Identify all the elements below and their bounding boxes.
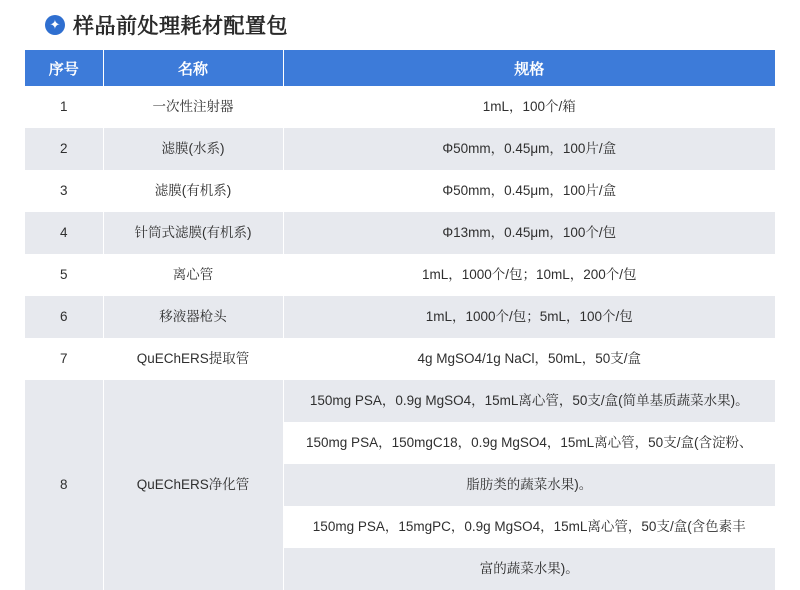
table-row bbox=[25, 254, 775, 296]
table-header bbox=[25, 50, 775, 86]
cell-no: 5 bbox=[25, 254, 103, 296]
table-row bbox=[25, 380, 775, 422]
cell-no: 4 bbox=[25, 212, 103, 254]
consumables-table bbox=[25, 50, 775, 590]
cell-spec: 4g MgSO4/1g NaCl，50mL，50支/盒 bbox=[283, 338, 775, 380]
cell-name: 滤膜(有机系) bbox=[103, 170, 283, 212]
cell-name: 针筒式滤膜(有机系) bbox=[103, 212, 283, 254]
cell-name: QuEChERS提取管 bbox=[103, 338, 283, 380]
cell-no: 2 bbox=[25, 128, 103, 170]
column-header-spec: 规格 bbox=[283, 50, 775, 86]
cell-no: 6 bbox=[25, 296, 103, 338]
cell-spec-line: 150mg PSA，0.9g MgSO4，15mL离心管，50支/盒(简单基质蔬菜水果)。 bbox=[283, 380, 775, 422]
cell-spec: 1mL，1000个/包；10mL，200个/包 bbox=[283, 254, 775, 296]
table-row bbox=[25, 86, 775, 128]
page-title-text: 样品前处理耗材配置包 bbox=[73, 15, 288, 38]
cell-spec: Φ50mm，0.45μm，100片/盒 bbox=[283, 170, 775, 212]
cell-name: QuEChERS净化管 bbox=[103, 380, 283, 590]
table-row bbox=[25, 128, 775, 170]
cell-no: 7 bbox=[25, 338, 103, 380]
table-header-row bbox=[25, 50, 775, 86]
table-row bbox=[25, 338, 775, 380]
cell-spec-line: 脂肪类的蔬菜水果)。 bbox=[283, 464, 775, 506]
cell-no: 1 bbox=[25, 86, 103, 128]
column-header-no: 序号 bbox=[25, 50, 103, 86]
column-header-name: 名称 bbox=[103, 50, 283, 86]
cell-no: 8 bbox=[25, 380, 103, 590]
cell-spec-line: 150mg PSA，15mgPC，0.9g MgSO4，15mL离心管，50支/盒(含色素丰 bbox=[283, 506, 775, 548]
cell-spec-line: 富的蔬菜水果)。 bbox=[283, 548, 775, 590]
cell-no: 3 bbox=[25, 170, 103, 212]
cell-spec: 1mL，1000个/包；5mL，100个/包 bbox=[283, 296, 775, 338]
cell-spec-line: 150mg PSA，150mgC18，0.9g MgSO4，15mL离心管，50支/盒(含淀粉、 bbox=[283, 422, 775, 464]
page-title bbox=[25, 0, 775, 50]
star-badge-icon: ✦ bbox=[45, 15, 65, 35]
cell-name: 离心管 bbox=[103, 254, 283, 296]
cell-spec: 1mL，100个/箱 bbox=[283, 86, 775, 128]
table-row bbox=[25, 212, 775, 254]
cell-name: 移液器枪头 bbox=[103, 296, 283, 338]
cell-name: 一次性注射器 bbox=[103, 86, 283, 128]
cell-spec: Φ50mm，0.45μm，100片/盒 bbox=[283, 128, 775, 170]
table-row bbox=[25, 170, 775, 212]
cell-spec: Φ13mm，0.45μm，100个/包 bbox=[283, 212, 775, 254]
cell-name: 滤膜(水系) bbox=[103, 128, 283, 170]
table-body bbox=[25, 86, 775, 590]
table-row bbox=[25, 296, 775, 338]
